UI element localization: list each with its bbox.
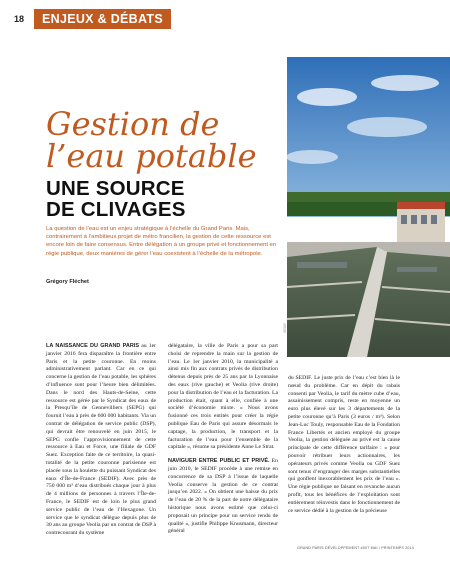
headline-italic-line2: l’eau potable <box>46 137 257 175</box>
page-footer: GRAND PARIS DÉVELOPPEMENT #007 MAI / PRINTEMPS 2014 <box>297 546 414 550</box>
lead-in: LA NAISSANCE DU GRAND PARIS <box>46 343 140 349</box>
column-2-text-2: En juin 2010, le SEDIF procède à une remise en concurrence de sa DSP à l’issue de laquelle Veolia conserve la gestion de ce contrat jusqu’en 2022. « On obtient une baisse du prix de l’eau de 20 % de la part de notre délégataire historique nous avons estimé que celui-ci proposait un principe pour un service rendu de qualité », justifie Philippe Knusmann, directeur général <box>168 458 278 535</box>
page-number: 18 <box>14 14 25 24</box>
column-2-paragraph-2 <box>168 458 278 536</box>
photo-credit: SEDIF <box>283 322 287 333</box>
section-rubric: ENJEUX & DÉBATS <box>34 9 171 29</box>
article-author: Grégory Fléchet <box>46 279 89 285</box>
article-column-3 <box>288 375 400 515</box>
headline-bold-line2: DE CLIVAGES <box>46 198 186 221</box>
article-intro: La question de l’eau est un enjeu stratégique à l’échelle du Grand Paris. Mais, contrairement à l’ambitieux projet de métro francilien, la gestion de cette ressource est encore loin de faire consensus. Entre délégation à un groupe privé et fonctionnement en régie publique, deux manières de gérer l’eau coexistent à l’échelle de la métropole. <box>46 226 277 257</box>
article-column-1 <box>46 343 156 538</box>
headline-bold <box>46 178 186 220</box>
subheading: NAVIGUER ENTRE PUBLIC ET PRIVÉ. <box>168 458 270 465</box>
column-1-text: au 1er janvier 2016 fera disparaître la frontière entre Paris et la petite couronne. En moins administrativement parlant. Car en ce qui concerne la gestion de l’eau potable, les sphères d’influence sont pour l’heure bien délimitées. Dans le nord des Hauts-de-Seine, cette ressource est gérée par le Syndicat des eaux de la Presqu’île de Gennevilliers (SEPG) qui fournit l’eau à près de 600 000 habitants. Via un contrat de délégation de service public (DSP), qui devrait être renouvelé en juin 2015, le SEPG confie l’approvisionnement de cette ressource à Eau et Force, une filiale de GDF Suez. Exception faite de ce territoire, la quasi-totalité de la petite couronne parisienne est placée sous la houlette du puissant Syndicat des eaux d’Île-de-France (SEDIF). Avec près de 750 000 m³ d’eau distribués chaque jour à plus de 4 millions de personnes à travers l’Île-de-France, le SEDIF est de loin le plus grand service public de l’eau de l’Hexagone. Un service que le syndicat délègue depuis plus de 30 ans au groupe Veolia par un contrat de DSP à contrecourant du système <box>46 343 156 537</box>
photo-illustration <box>287 57 450 357</box>
headline-bold-line1: UNE SOURCE <box>46 177 185 200</box>
water-treatment-photo <box>287 57 450 357</box>
headline-italic <box>46 105 257 175</box>
column-3-paragraph: du SEDIF. Le juste prix de l’eau c’est bien là le nœud du problème. Car en dépit du rabais consenti par Veolia, le tarif du mètre cube d’eau, assainissement compris, reste en moyenne un euro plus élevé sur les 3 départements de la petite couronne qu’à Paris (3 euros / m³). Selon Jean-Luc Touly, responsable Eau de la Fondation France Libertés et ancien employé du groupe Veolia, la gestion déléguée au privé est la cause principale de cette différence tarifaire : « pour pouvoir rétribuer leurs actionnaires, les opérateurs privés comme Veolia ou GDF Suez sont tenus d’engranger des marges substantielles qui gonflent inexorablement les prix de l’eau ». Une régie publique ne faisant en revanche aucun profit, tous les bénéfices de l’exploitation sont entièrement réinvestis dans le fonctionnement de ce service dédié à la gestion de la précieuse <box>288 375 400 514</box>
column-2-paragraph-1: délégataire, la ville de Paris a pour sa part choisi de reprendre la main sur la gestion de l’eau. Le 1er janvier 2010, la municipalité a ainsi mis fin aux contrats privés de distribution détenus depuis près de 25 ans par la Lyonnaise des eaux (rive gauche) et Veolia (rive droite) pour la distribution de l’eau et la facturation. La production était, quant à elle, confiée à une société d’économie mixte. « Nous avons fusionné ces trois entités pour créer la régie publique Eau de Paris qui assure désormais le captage, la production, le transport et la facturation de l’eau pour l’ensemble de la capitale », résume sa présidente Anne Le Strat. <box>168 343 278 451</box>
column-1-paragraph <box>46 343 156 538</box>
headline-italic-line1: Gestion de <box>46 105 220 143</box>
article-column-2 <box>168 343 278 536</box>
